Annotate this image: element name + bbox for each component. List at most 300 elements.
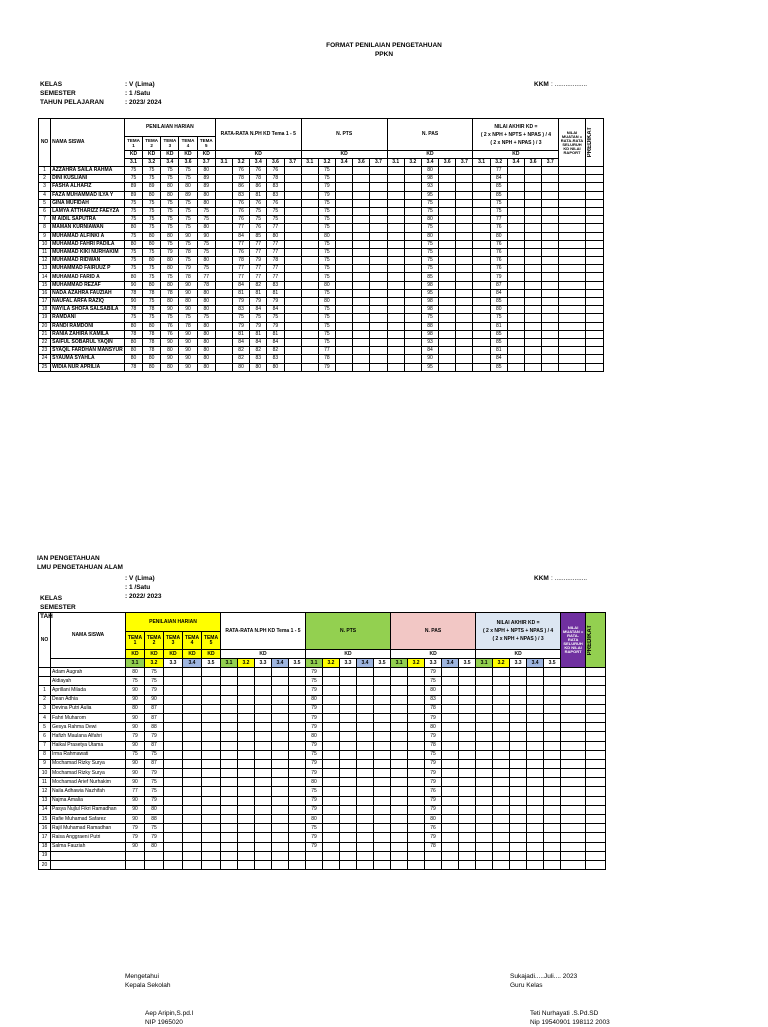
tema-score: 75 (145, 677, 164, 686)
tema-score: 90 (126, 723, 145, 732)
pas-cell (387, 175, 404, 183)
pas-cell (408, 759, 425, 768)
muatan-cell (561, 759, 586, 768)
table-row (39, 759, 606, 768)
pts-cell (353, 314, 370, 322)
akhir-cell (525, 240, 542, 248)
rata-cell (289, 769, 306, 778)
akhir-cell (525, 281, 542, 289)
tema-score: 90 (126, 741, 145, 750)
akhir-cell (507, 289, 524, 297)
predikat-cell (586, 769, 606, 778)
rata-cell (215, 289, 232, 297)
pts-score: 75 (318, 216, 335, 224)
doc1-info-value-semester: : 1 /Satu (125, 90, 151, 97)
pts-cell (357, 750, 374, 759)
akhir-cell (527, 732, 544, 741)
rata-cell (289, 778, 306, 787)
doc1-header-no: NO (39, 119, 51, 167)
predikat-cell (586, 741, 606, 750)
tema-cell (164, 778, 183, 787)
akhir-cell (510, 704, 527, 713)
rata-cell (284, 265, 301, 273)
pts-cell (374, 769, 391, 778)
akhir-cell (525, 191, 542, 199)
pas-score: 75 (421, 199, 438, 207)
tema-cell (183, 842, 202, 851)
pts-cell (340, 713, 357, 722)
doc2-kd-num: 3.5 (202, 659, 221, 668)
rata-cell (255, 833, 272, 842)
rata-cell (284, 248, 301, 256)
akhir-cell (525, 355, 542, 363)
akhir-cell (510, 815, 527, 824)
rata-cell (272, 723, 289, 732)
tema-score: 80 (179, 183, 197, 191)
akhir-cell (510, 713, 527, 722)
table-row (39, 750, 606, 759)
pas-cell (387, 273, 404, 281)
pas-cell (387, 167, 404, 175)
row-no: 2 (39, 175, 51, 183)
akhir-cell (507, 207, 524, 215)
table-row (39, 833, 606, 842)
doc1-header-kd: KD (179, 151, 197, 159)
rata-cell (221, 723, 238, 732)
doc2-header-kd: KD (145, 650, 164, 659)
akhir-cell (527, 668, 544, 677)
pas-cell (439, 289, 456, 297)
akhir-cell (527, 723, 544, 732)
pas-score: 98 (421, 175, 438, 183)
student-name: SYAQIL FARDHAN MANSYUR (52, 347, 123, 354)
rata-score: 81 (267, 330, 284, 338)
akhir-cell (544, 759, 561, 768)
rata-cell (289, 686, 306, 695)
rata-score: 79 (250, 322, 267, 330)
rata-cell (221, 833, 238, 842)
tema-score: 78 (143, 347, 161, 355)
pas-score: 79 (425, 713, 442, 722)
akhir-cell (493, 713, 510, 722)
pts-cell (323, 778, 340, 787)
pas-cell (391, 842, 408, 851)
pts-cell (357, 723, 374, 732)
tema-score: 90 (145, 695, 164, 704)
akhir-cell (510, 796, 527, 805)
tema-cell (183, 769, 202, 778)
akhir-cell (542, 183, 559, 191)
pts-score: 75 (318, 175, 335, 183)
row-no (39, 677, 51, 686)
rata-score: 83 (250, 355, 267, 363)
rata-cell (284, 281, 301, 289)
pts-cell (370, 199, 387, 207)
muatan-cell (561, 805, 586, 814)
doc1-grade-table (38, 118, 604, 372)
pas-score: 90 (421, 355, 438, 363)
rata-cell (238, 732, 255, 741)
akhir-cell (527, 860, 544, 869)
pts-cell (353, 248, 370, 256)
akhir-score: 84 (490, 355, 507, 363)
row-no: 15 (39, 815, 51, 824)
rata-cell (221, 860, 238, 869)
muatan-cell (559, 330, 585, 338)
student-name: Irma Rahmawati (51, 750, 126, 759)
doc2-kd-num: 3.2 (323, 659, 340, 668)
pts-score: 80 (306, 778, 323, 787)
akhir-cell (473, 248, 490, 256)
rata-cell (215, 265, 232, 273)
pts-cell (301, 199, 318, 207)
akhir-cell (476, 668, 493, 677)
muatan-cell (559, 347, 585, 355)
tema-score: 90 (179, 289, 197, 297)
rata-cell (221, 805, 238, 814)
tema-score: 80 (179, 298, 197, 306)
pas-cell (459, 704, 476, 713)
rata-score: 77 (250, 273, 267, 281)
rata-cell (238, 860, 255, 869)
rata-cell (284, 273, 301, 281)
pas-score: 95 (421, 363, 438, 371)
pts-cell (357, 787, 374, 796)
student-name: MUHAMAD RIDWAN (51, 257, 125, 265)
rata-score: 80 (250, 363, 267, 371)
tema-score: 80 (143, 232, 161, 240)
pas-cell (439, 224, 456, 232)
row-no: 19 (39, 314, 51, 322)
rata-cell (238, 815, 255, 824)
pts-cell (323, 833, 340, 842)
akhir-cell (473, 314, 490, 322)
pas-cell (459, 842, 476, 851)
tema-cell (164, 796, 183, 805)
pas-cell (387, 199, 404, 207)
akhir-cell (544, 732, 561, 741)
akhir-cell (510, 759, 527, 768)
pts-score: 80 (306, 815, 323, 824)
pas-score: 80 (421, 167, 438, 175)
pts-cell (340, 677, 357, 686)
pts-score: 75 (318, 289, 335, 297)
pas-cell (459, 759, 476, 768)
tema-cell (183, 750, 202, 759)
pts-cell (301, 322, 318, 330)
pas-cell (391, 860, 408, 869)
predikat-cell (586, 686, 606, 695)
pts-cell (301, 347, 318, 355)
pas-cell (456, 207, 473, 215)
pts-cell (370, 240, 387, 248)
pts-cell (370, 265, 387, 273)
rata-cell (215, 363, 232, 371)
akhir-cell (473, 240, 490, 248)
pts-score (306, 851, 323, 860)
student-name: RANDI RAMDONI (51, 322, 125, 330)
rata-score: 83 (267, 355, 284, 363)
pas-score: 79 (425, 778, 442, 787)
table-row (39, 175, 604, 183)
rata-cell (255, 860, 272, 869)
rata-cell (272, 796, 289, 805)
pas-cell (459, 686, 476, 695)
pts-cell (340, 704, 357, 713)
rata-cell (255, 815, 272, 824)
pts-cell (323, 787, 340, 796)
table-row (39, 723, 606, 732)
rata-cell (284, 191, 301, 199)
pas-cell (456, 175, 473, 183)
pas-cell (391, 695, 408, 704)
pts-cell (336, 314, 353, 322)
akhir-cell (544, 704, 561, 713)
student-name (51, 851, 126, 860)
tema-score: 75 (124, 175, 142, 183)
tema-cell (202, 750, 221, 759)
akhir-cell (525, 289, 542, 297)
doc2-tema-num: 4 (190, 639, 194, 646)
pas-score: 78 (425, 704, 442, 713)
akhir-score: 85 (490, 330, 507, 338)
pas-cell (391, 833, 408, 842)
akhir-cell (476, 805, 493, 814)
pts-cell (301, 240, 318, 248)
pas-score (425, 851, 442, 860)
pas-cell (404, 298, 421, 306)
akhir-cell (542, 273, 559, 281)
pts-cell (353, 265, 370, 273)
pts-cell (374, 851, 391, 860)
footer-kepala-nip: NIP 1965020 (145, 1019, 183, 1026)
tema-cell (183, 713, 202, 722)
doc1-header-tema-2: TEMA 2 (143, 137, 161, 151)
tema-score: 78 (179, 322, 197, 330)
pas-cell (404, 224, 421, 232)
akhir-cell (510, 732, 527, 741)
pas-cell (442, 695, 459, 704)
table-row (39, 686, 606, 695)
akhir-cell (527, 842, 544, 851)
doc2-header-kd: KD (476, 650, 561, 659)
pas-cell (456, 330, 473, 338)
table-row (39, 815, 606, 824)
akhir-score: 75 (490, 314, 507, 322)
akhir-cell (476, 686, 493, 695)
pts-cell (336, 248, 353, 256)
rata-cell (215, 314, 232, 322)
predikat-cell (585, 224, 603, 232)
doc1-header-rata: RATA-RATA N.PH KD Tema 1 - 5 (215, 119, 301, 151)
rata-cell (284, 314, 301, 322)
akhir-score: 76 (490, 240, 507, 248)
table-row (39, 289, 604, 297)
tema-score: 80 (161, 347, 179, 355)
pts-cell (340, 805, 357, 814)
akhir-cell (544, 842, 561, 851)
akhir-cell (525, 167, 542, 175)
pas-cell (442, 759, 459, 768)
pts-cell (301, 289, 318, 297)
pas-cell (456, 191, 473, 199)
akhir-cell (507, 281, 524, 289)
rata-score: 82 (250, 347, 267, 355)
predikat-cell (585, 167, 603, 175)
student-name: Hafizh Maulana Alfahri (51, 732, 126, 741)
predikat-cell (585, 207, 603, 215)
row-no: 19 (39, 851, 51, 860)
rata-cell (284, 207, 301, 215)
pts-cell (353, 224, 370, 232)
muatan-cell (559, 240, 585, 248)
pts-cell (370, 175, 387, 183)
tema-cell (164, 732, 183, 741)
predikat-cell (586, 759, 606, 768)
student-name: Naila Adhawia Nazhifah (51, 787, 126, 796)
pts-cell (340, 759, 357, 768)
tema-score: 75 (197, 240, 215, 248)
tema-score: 80 (143, 355, 161, 363)
pts-cell (323, 851, 340, 860)
table-row (39, 677, 606, 686)
rata-cell (284, 167, 301, 175)
tema-score: 75 (143, 224, 161, 232)
akhir-cell (476, 787, 493, 796)
pas-cell (442, 769, 459, 778)
doc2-header-kd: KD (164, 650, 183, 659)
akhir-cell (527, 769, 544, 778)
akhir-cell (507, 330, 524, 338)
muatan-cell (559, 224, 585, 232)
doc1-kd-num: 3.6 (267, 159, 284, 167)
rata-cell (284, 224, 301, 232)
muatan-cell (561, 750, 586, 759)
pts-cell (323, 677, 340, 686)
tema-score: 75 (197, 248, 215, 256)
muatan-cell (561, 769, 586, 778)
tema-score: 80 (161, 257, 179, 265)
akhir-score: 80 (490, 306, 507, 314)
table-row (39, 338, 604, 346)
tema-score: 88 (145, 723, 164, 732)
tema-cell (202, 769, 221, 778)
tema-cell (202, 677, 221, 686)
row-no: 14 (39, 805, 51, 814)
pts-score: 75 (306, 824, 323, 833)
pts-score: 79 (306, 704, 323, 713)
pas-cell (442, 842, 459, 851)
table-row (39, 314, 604, 322)
pas-cell (404, 314, 421, 322)
doc1-title: FORMAT PENILAIAN PENGETAHUAN (326, 42, 442, 49)
pts-cell (336, 289, 353, 297)
akhir-cell (542, 298, 559, 306)
rata-cell (284, 330, 301, 338)
student-name: Salma Fauziah (51, 842, 126, 851)
akhir-score: 85 (490, 183, 507, 191)
pts-cell (374, 741, 391, 750)
predikat-cell (585, 191, 603, 199)
rata-score: 78 (267, 257, 284, 265)
predikat-cell (586, 851, 606, 860)
tema-score: 75 (179, 167, 197, 175)
akhir-cell (476, 796, 493, 805)
pts-cell (301, 257, 318, 265)
muatan-cell (561, 815, 586, 824)
row-no: 5 (39, 199, 51, 207)
student-name: Devina Putri Aulia (51, 704, 126, 713)
predikat-cell (585, 363, 603, 371)
tema-cell (183, 833, 202, 842)
doc1-header-muatan: NILAI MUATAN = RATA-RATA SELURUH KD NILAI RAPORT (559, 119, 585, 167)
akhir-cell (493, 750, 510, 759)
predikat-cell (586, 815, 606, 824)
tema-score: 79 (145, 686, 164, 695)
student-name: GINA MUFIDAH (51, 199, 125, 207)
pas-cell (408, 668, 425, 677)
akhir-cell (493, 778, 510, 787)
row-no: 8 (39, 224, 51, 232)
akhir-score: 76 (490, 224, 507, 232)
tema-cell (202, 741, 221, 750)
row-no: 20 (39, 860, 51, 869)
muatan-cell (559, 257, 585, 265)
pas-cell (387, 338, 404, 346)
akhir-cell (527, 824, 544, 833)
tema-score: 90 (161, 306, 179, 314)
rata-score: 79 (233, 322, 250, 330)
pas-score: 75 (421, 265, 438, 273)
akhir-score: 81 (490, 322, 507, 330)
pas-cell (404, 207, 421, 215)
rata-cell (289, 677, 306, 686)
doc2-kd-num: 3.1 (391, 659, 408, 668)
tema-score: 75 (143, 175, 161, 183)
tema-score: 75 (145, 787, 164, 796)
pts-cell (340, 778, 357, 787)
pts-cell (370, 167, 387, 175)
doc1-kd-num: 3.1 (124, 159, 142, 167)
tema-cell (202, 686, 221, 695)
akhir-cell (510, 686, 527, 695)
rata-score: 76 (267, 167, 284, 175)
predikat-cell (585, 240, 603, 248)
rata-cell (289, 723, 306, 732)
tema-score: 79 (145, 833, 164, 842)
pts-cell (370, 355, 387, 363)
doc2-kd-num: 3.2 (238, 659, 255, 668)
pts-cell (357, 769, 374, 778)
doc2-kd-num: 3.2 (408, 659, 425, 668)
predikat-cell (586, 787, 606, 796)
student-name: RANIA ZAHIRA KAMILA (51, 330, 125, 338)
akhir-cell (525, 314, 542, 322)
doc1-header-akhir-1: NILAI AKHIR KD = (494, 123, 538, 130)
predikat-cell (586, 833, 606, 842)
doc2-header-kd: KD (391, 650, 476, 659)
muatan-cell (561, 796, 586, 805)
akhir-cell (476, 723, 493, 732)
akhir-cell (473, 199, 490, 207)
rata-score: 81 (250, 289, 267, 297)
pas-cell (442, 732, 459, 741)
footer-guru-name: Teti Nurhayati .S.Pd.SD (530, 1010, 599, 1017)
rata-score: 85 (250, 232, 267, 240)
doc2-kd-num: 3.5 (289, 659, 306, 668)
akhir-cell (493, 695, 510, 704)
rata-cell (221, 824, 238, 833)
